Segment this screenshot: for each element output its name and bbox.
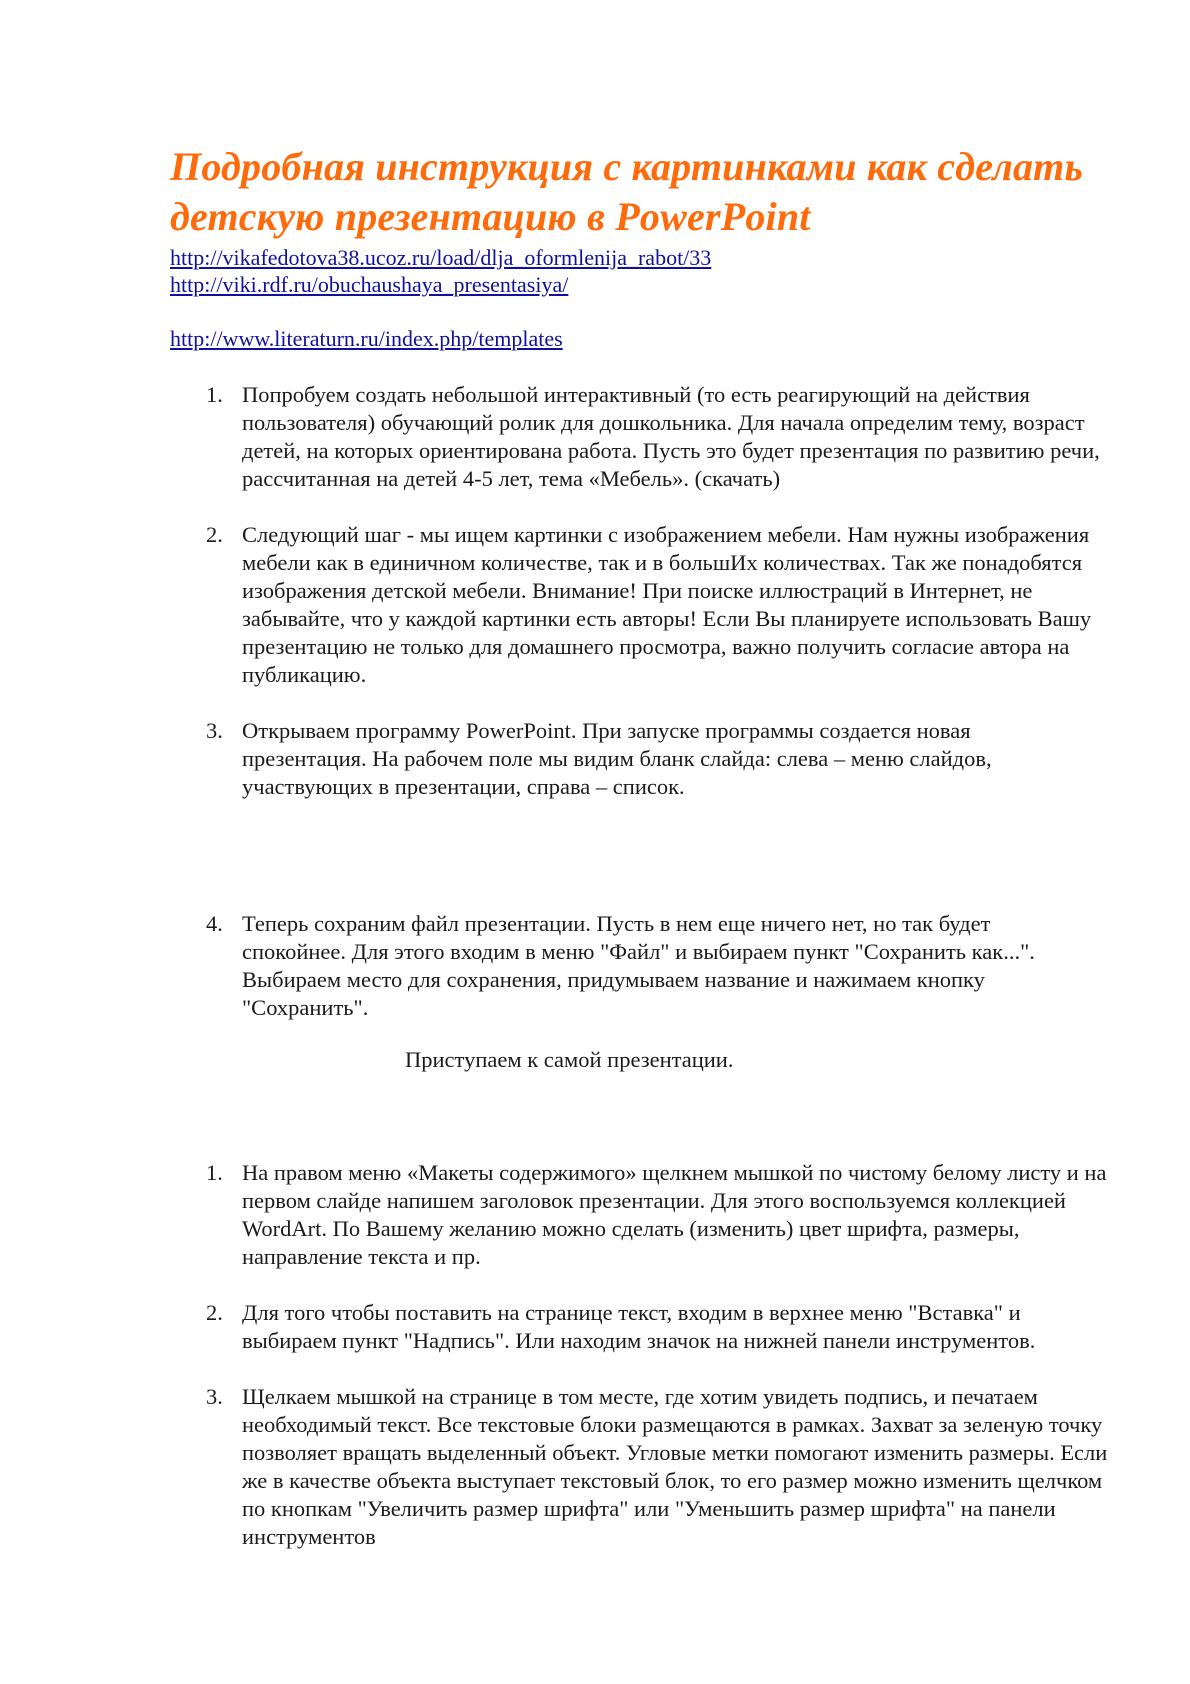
- list-item-number: 3.: [206, 1384, 223, 1409]
- list-item-number: 1.: [206, 1160, 223, 1185]
- list-item: [170, 1299, 1120, 1355]
- list-item: [170, 1383, 1120, 1551]
- list-item-text: Щелкаем мышкой на странице в том месте, где хотим увидеть подпись, и печатаем необходимый текст. Все текстовые блоки размещаются в рамках. Захват за зеленую точку позволяет вращать выделенный объект. Угловые метки помогают изменить размеры. Если же в качестве объекта выступает текстовый блок, то его размер можно изменить щелчком по кнопкам "Увеличить размер шрифта" или "Уменьшить размер шрифта" на панели инструментов: [242, 1384, 1108, 1549]
- steps-list-2: [170, 1159, 1120, 1579]
- list-item: [170, 717, 1100, 801]
- list-item-number: 2.: [206, 522, 223, 547]
- list-item-text: Попробуем создать небольшой интерактивный (то есть реагирующий на действия пользователя) обучающий ролик для дошкольника. Для начала определим тему, возраст детей, на которых ориентирована работа. Пусть это будет презентация по развитию речи, рассчитанная на детей 4-5 лет, тема «Мебель». (скачать): [242, 382, 1100, 491]
- list-item-text: Открываем программу PowerPoint. При запуске программы создается новая презентация. На рабочем поле мы видим бланк слайда: слева – меню слайдов, участвующих в презентации, справа – список.: [242, 718, 992, 799]
- spacer: [170, 298, 1070, 325]
- list-item-text: Теперь сохраним файл презентации. Пусть в нем еще ничего нет, но так будет спокойнее. Для этого входим в меню "Файл" и выбираем пункт "Сохранить как...". Выбираем место для сохранения, придумываем название и нажимаем кнопку "Сохранить".: [242, 911, 1035, 1020]
- link-literaturn[interactable]: http://www.literaturn.ru/index.php/templates: [170, 326, 563, 351]
- steps-list-1: [170, 381, 1100, 801]
- list-item: [170, 521, 1100, 689]
- list-item-text: Следующий шаг - мы ищем картинки с изображением мебели. Нам нужны изображения мебели как в единичном количестве, так и в большИх количествах. Так же понадобятся изображения детской мебели. Внимание! При поиске иллюстраций в Интернет, не забывайте, что у каждой картинки есть авторы! Если Вы планируете использовать Вашу презентацию не только для домашнего просмотра, важно получить согласие автора на публикацию.: [242, 522, 1092, 687]
- link-list: [170, 244, 1070, 352]
- steps-list-1-continued: [170, 910, 1100, 1050]
- list-item-number: 2.: [206, 1300, 223, 1325]
- page-title: Подробная инструкция с картинками как сделать детскую презентацию в PowerPoint: [170, 144, 1083, 239]
- list-item: [170, 381, 1100, 493]
- link-vikafedotova[interactable]: http://vikafedotova38.ucoz.ru/load/dlja_oformlenija_rabot/33: [170, 245, 712, 270]
- section-heading: Приступаем к самой презентации.: [405, 1047, 734, 1072]
- list-item-number: 4.: [206, 911, 223, 936]
- link-viki-rdf[interactable]: http://viki.rdf.ru/obuchaushaya_presentasiya/: [170, 272, 569, 297]
- list-item-number: 1.: [206, 382, 223, 407]
- list-item-text: На правом меню «Макеты содержимого» щелкнем мышкой по чистому белому листу и на первом слайде напишем заголовок презентации. Для этого воспользуемся коллекцией WordArt. По Вашему желанию можно сделать (изменить) цвет шрифта, размеры, направление текста и пр.: [242, 1160, 1107, 1269]
- list-item: [170, 910, 1100, 1022]
- list-item: [170, 1159, 1120, 1271]
- list-item-number: 3.: [206, 718, 223, 743]
- list-item-text: Для того чтобы поставить на странице текст, входим в верхнее меню "Вставка" и выбираем пункт "Надпись". Или находим значок на нижней панели инструментов.: [242, 1300, 1036, 1353]
